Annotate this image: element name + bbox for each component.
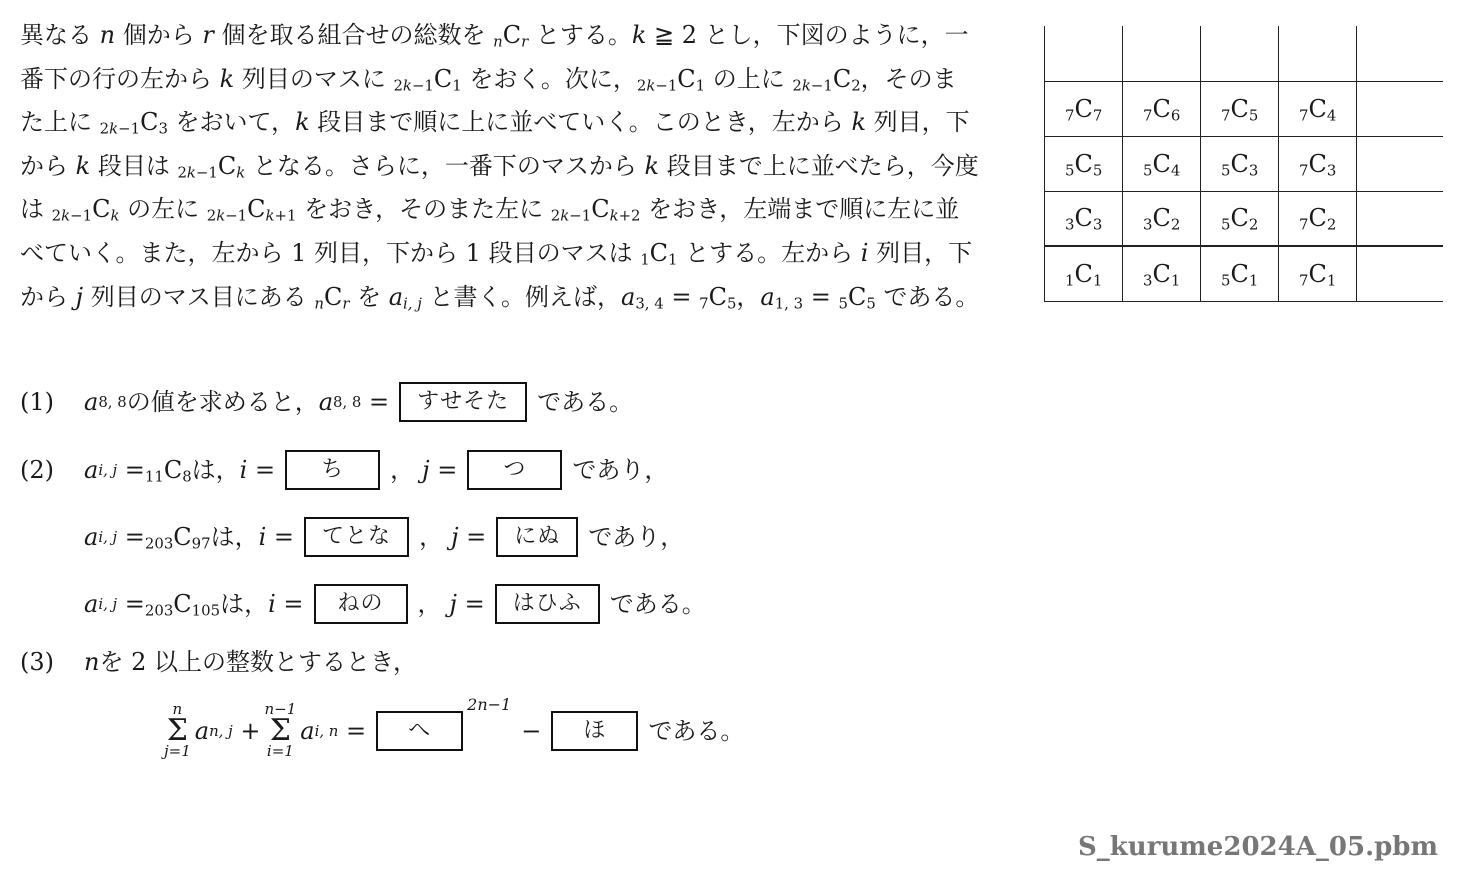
grid-cell: $_7C_3$ — [1279, 136, 1357, 191]
grid-row-4 — [1045, 81, 1443, 136]
question-1-number: (1) — [20, 388, 54, 416]
grid-cell: $_5C_1$ — [1201, 246, 1279, 301]
grid-cell: $_7C_6$ — [1123, 81, 1201, 136]
grid-cell: $_7C_5$ — [1201, 81, 1279, 136]
answer-box-ninu[interactable]: にぬ — [496, 517, 578, 557]
answer-box-hahifu[interactable]: はひふ — [495, 584, 600, 624]
question-3-number: (3) — [20, 648, 54, 676]
question-1: (1) a 8, 8 の値を求めると， a 8, 8 = すせそた である。 — [20, 382, 633, 422]
grid-cell: $_7C_2$ — [1279, 191, 1357, 246]
answer-box-neno[interactable]: ねの — [314, 584, 408, 624]
grid-cell: $_3C_1$ — [1123, 246, 1201, 301]
combination-grid — [1044, 26, 1443, 302]
answer-box-tsu[interactable]: つ — [467, 450, 562, 490]
grid-row-3 — [1045, 136, 1443, 191]
grid-cell: $_7C_7$ — [1045, 81, 1123, 136]
grid-row-top — [1045, 26, 1443, 81]
grid-cell: $_5C_4$ — [1123, 136, 1201, 191]
grid-cell: $_1C_1$ — [1045, 246, 1123, 301]
answer-box-susesota[interactable]: すせそた — [399, 382, 527, 422]
grid-cell: $_3C_3$ — [1045, 191, 1123, 246]
question-2-number: (2) — [20, 456, 54, 484]
grid-cell: $_3C_2$ — [1123, 191, 1201, 246]
question-2-line-1: (2) a i, j = $_{11}C_8$ は， i = ち ， j = つ であり， — [20, 450, 668, 490]
question-3-formula: n Σ j=1 a n, j + n−1 Σ i=1 a i, n = へ 2n−1 − ほ である。 — [164, 694, 745, 760]
grid-cell: $_5C_5$ — [1045, 136, 1123, 191]
file-name-label: S_kurume2024A_05.pbm — [1078, 832, 1438, 862]
grid-row-1 — [1045, 246, 1443, 301]
answer-box-he[interactable]: へ — [376, 711, 463, 751]
question-3: (3) n を 2 以上の整数とするとき， — [20, 648, 418, 676]
answer-box-ho[interactable]: ほ — [551, 711, 638, 751]
question-2-line-3: a i, j = $_{203}C_{105}$ は， i = ねの ， j = はひふ である。 — [20, 584, 706, 624]
grid-cell: $_7C_4$ — [1279, 81, 1357, 136]
question-2-line-2: a i, j = $_{203}C_{97}$ は， i = てとな ， j = にぬ であり， — [20, 517, 684, 557]
grid-row-2 — [1045, 191, 1443, 246]
grid-cell: $_5C_2$ — [1201, 191, 1279, 246]
grid-cell: $_7C_1$ — [1279, 246, 1357, 301]
answer-box-tetona[interactable]: てとな — [304, 517, 409, 557]
answer-box-chi[interactable]: ち — [285, 450, 380, 490]
problem-intro: 異なる n 個から r 個を取る組合せの総数を $_nC_r$ とする。k ≧ 2 とし，下図のように，一番下の行の左から k 列目のマスに $_{2k-1}C_1$ をおく。次に，$_{2k-1}C_1$ の上に $_{2k-1}C_2$，そのまた上に $_{2k-1}C_3$ をおいて，k 段目まで順に上に並べていく。このとき，左から k 列目，下から k 段目は $_{2k-1}C_k$ となる。さらに，一番下のマスから k 段目まで上に並べたら，今度は $_{2k-1}C_k$ の左に $_{2k-1}C_{k+1}$ をおき，そのまた左に $_{2k-1}C_{k+2}$ をおき，左端まで順に左に並べていく。また，左から 1 列目，下から 1 段目のマスは $_1C_1$ とする。左から i 列目，下から j 列目のマス目にある $_nC_r$ を $a_{i, j}$ と書く。例えば，$a_{3, 4} = _7C_5$，$a_{1, 3} = _5C_5$ である。 — [20, 21, 980, 313]
grid-cell: $_5C_3$ — [1201, 136, 1279, 191]
